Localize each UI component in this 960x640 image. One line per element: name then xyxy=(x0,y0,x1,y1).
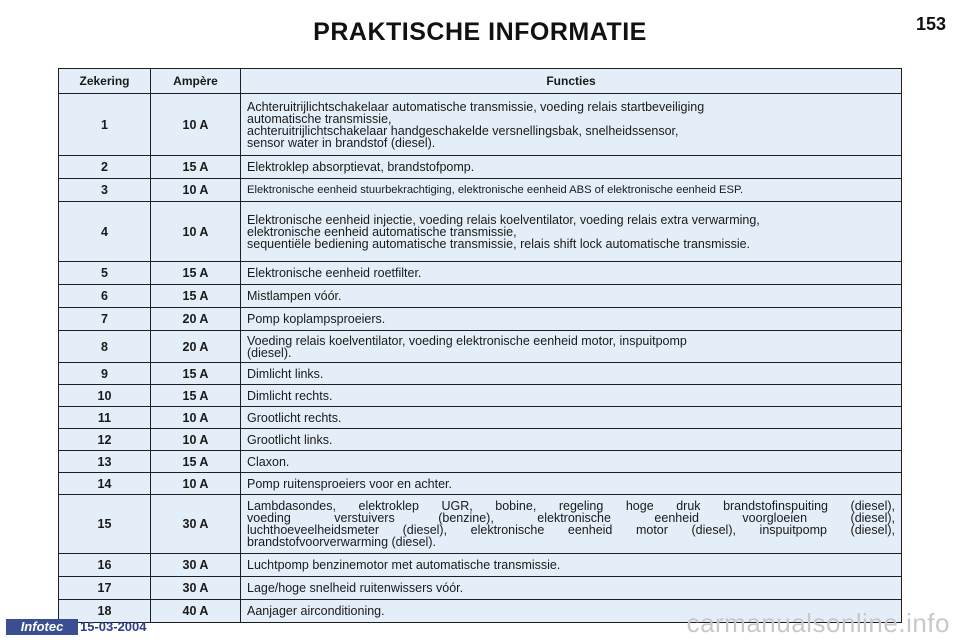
function-line: Claxon. xyxy=(247,454,290,469)
fuse-number-cell: 11 xyxy=(59,407,151,429)
function-line: elektronische eenheid automatische transmissie, xyxy=(247,224,517,239)
functions-cell xyxy=(241,331,902,363)
watermark: carmanualsonline.info xyxy=(686,608,950,638)
column-header-fuse: Zekering xyxy=(59,69,151,94)
fuse-number-cell: 10 xyxy=(59,385,151,407)
function-line: voeding verstuivers (benzine), elektronische eenheid voorgloeien (diesel), xyxy=(247,511,895,525)
table-row xyxy=(59,262,902,285)
function-line: (diesel). xyxy=(247,345,292,360)
ampere-cell: 15 A xyxy=(151,363,241,385)
function-line: Achteruitrijlichtschakelaar automatische transmissie, voeding relais startbeveiliging xyxy=(247,99,705,114)
table-row xyxy=(59,331,902,363)
table-row xyxy=(59,156,902,179)
fuse-table xyxy=(58,68,902,623)
fuse-number-cell: 8 xyxy=(59,331,151,363)
functions-cell xyxy=(241,385,902,407)
functions-cell xyxy=(241,202,902,262)
functions-cell xyxy=(241,577,902,600)
ampere-cell: 30 A xyxy=(151,554,241,577)
footer-date: 15-03-2004 xyxy=(80,619,147,634)
ampere-cell: 10 A xyxy=(151,179,241,202)
fuse-number-cell: 7 xyxy=(59,308,151,331)
page-title: PRAKTISCHE INFORMATIE xyxy=(313,18,647,46)
ampere-cell: 10 A xyxy=(151,94,241,156)
functions-cell xyxy=(241,554,902,577)
table-row xyxy=(59,451,902,473)
functions-cell xyxy=(241,94,902,156)
page-number: 153 xyxy=(915,14,946,34)
function-line: sequentiële bediening automatische transmissie, relais shift lock automatische transmissie. xyxy=(247,236,751,251)
ampere-cell: 15 A xyxy=(151,385,241,407)
function-line: Dimlicht links. xyxy=(247,366,324,381)
table-row xyxy=(59,554,902,577)
function-line: Elektronische eenheid stuurbekrachtiging, elektronische eenheid ABS of elektronische eenheid ESP. xyxy=(247,184,744,196)
ampere-cell: 15 A xyxy=(151,156,241,179)
functions-cell xyxy=(241,262,902,285)
fuse-number-cell: 12 xyxy=(59,429,151,451)
table-row xyxy=(59,363,902,385)
function-line: Lage/hoge snelheid ruitenwissers vóór. xyxy=(247,581,464,595)
fuse-number-cell: 17 xyxy=(59,577,151,600)
table-row xyxy=(59,202,902,262)
function-line: Pomp ruitensproeiers voor en achter. xyxy=(247,476,452,491)
function-line: Aanjager airconditioning. xyxy=(247,604,385,618)
function-line: brandstofvoorverwarming (diesel). xyxy=(247,535,436,549)
function-line: Elektroklep absorptievat, brandstofpomp. xyxy=(247,160,475,174)
ampere-cell: 40 A xyxy=(151,600,241,623)
functions-cell xyxy=(241,308,902,331)
table-row xyxy=(59,429,902,451)
fuse-number-cell: 4 xyxy=(59,202,151,262)
function-line: Pomp koplampsproeiers. xyxy=(247,312,386,326)
functions-cell xyxy=(241,407,902,429)
functions-cell xyxy=(241,285,902,308)
functions-cell xyxy=(241,473,902,495)
fuse-number-cell: 1 xyxy=(59,94,151,156)
functions-cell xyxy=(241,363,902,385)
function-line: Grootlicht links. xyxy=(247,432,333,447)
function-line: automatische transmissie, xyxy=(247,111,392,126)
function-line: sensor water in brandstof (diesel). xyxy=(247,135,436,150)
function-line: Elektronische eenheid roetfilter. xyxy=(247,266,422,280)
function-line: Mistlampen vóór. xyxy=(247,289,342,303)
fuse-number-cell: 5 xyxy=(59,262,151,285)
column-header-functions: Functies xyxy=(241,69,902,94)
ampere-cell: 20 A xyxy=(151,331,241,363)
table-row xyxy=(59,94,902,156)
function-line: Voeding relais koelventilator, voeding elektronische eenheid motor, inspuitpomp xyxy=(247,333,687,348)
function-line: achteruitrijlichtschakelaar handgeschakelde versnellingsbak, snelheidssensor, xyxy=(247,123,679,138)
ampere-cell: 10 A xyxy=(151,202,241,262)
table-row xyxy=(59,308,902,331)
table-row xyxy=(59,473,902,495)
function-line: Dimlicht rechts. xyxy=(247,388,333,403)
fuse-number-cell: 13 xyxy=(59,451,151,473)
table-header-row xyxy=(59,69,902,94)
functions-cell xyxy=(241,429,902,451)
ampere-cell: 10 A xyxy=(151,429,241,451)
fuse-number-cell: 6 xyxy=(59,285,151,308)
infotec-logo: Infotec xyxy=(6,619,78,635)
ampere-cell: 15 A xyxy=(151,285,241,308)
ampere-cell: 30 A xyxy=(151,495,241,554)
table-row xyxy=(59,407,902,429)
function-line: luchthoeveelheidsmeter (diesel), elektronische eenheid motor (diesel), inspuitpomp (diesel), xyxy=(247,523,895,537)
function-line: Grootlicht rechts. xyxy=(247,410,342,425)
fuse-number-cell: 14 xyxy=(59,473,151,495)
fuse-number-cell: 16 xyxy=(59,554,151,577)
table-row xyxy=(59,179,902,202)
ampere-cell: 10 A xyxy=(151,407,241,429)
ampere-cell: 15 A xyxy=(151,451,241,473)
ampere-cell: 20 A xyxy=(151,308,241,331)
functions-cell xyxy=(241,156,902,179)
fuse-number-cell: 3 xyxy=(59,179,151,202)
functions-cell xyxy=(241,451,902,473)
functions-cell xyxy=(241,179,902,202)
fuse-number-cell: 15 xyxy=(59,495,151,554)
function-line: Luchtpomp benzinemotor met automatische transmissie. xyxy=(247,558,561,572)
fuse-number-cell: 2 xyxy=(59,156,151,179)
fuse-number-cell: 18 xyxy=(59,600,151,623)
table-row xyxy=(59,285,902,308)
table-row xyxy=(59,385,902,407)
function-line: Elektronische eenheid injectie, voeding relais koelventilator, voeding relais extra verwarming, xyxy=(247,212,760,227)
fuse-number-cell: 9 xyxy=(59,363,151,385)
table-row xyxy=(59,577,902,600)
ampere-cell: 15 A xyxy=(151,262,241,285)
ampere-cell: 30 A xyxy=(151,577,241,600)
function-line: Lambdasondes, elektroklep UGR, bobine, regeling hoge druk brandstofinspuiting (diesel), xyxy=(247,499,895,513)
ampere-cell: 10 A xyxy=(151,473,241,495)
column-header-ampere: Ampère xyxy=(151,69,241,94)
functions-cell xyxy=(241,495,902,554)
table-row xyxy=(59,495,902,554)
